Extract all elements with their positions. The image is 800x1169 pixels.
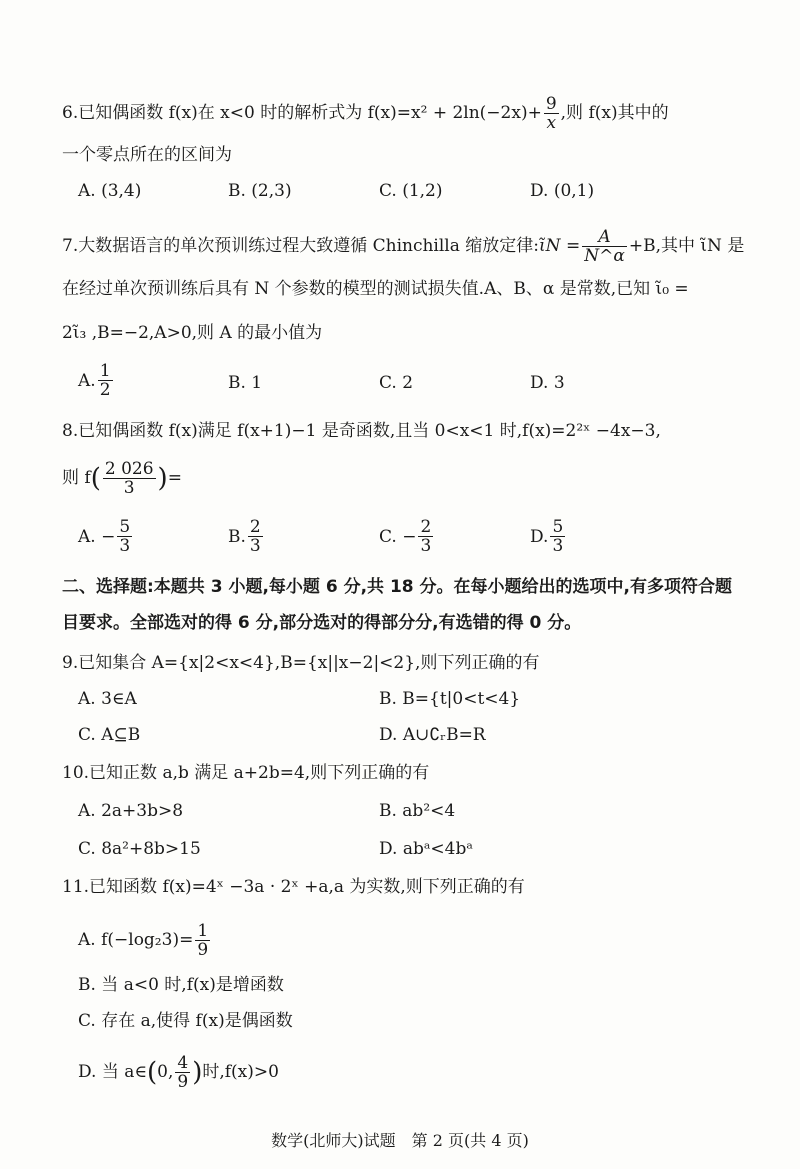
q9-option-a: A. 3∈A xyxy=(78,689,137,709)
q10-option-a: A. 2a+3b>8 xyxy=(78,801,184,821)
q7-stem-line3: 2ι̃₃ ,B=−2,A>0,则 A 的最小值为 xyxy=(62,323,323,343)
q6-option-d: D. (0,1) xyxy=(530,181,595,201)
fraction-denominator: 3 xyxy=(552,536,564,556)
q11-option-a xyxy=(78,922,760,959)
option-label: B. xyxy=(228,526,246,547)
q7-option-b: B. 1 xyxy=(228,373,263,393)
fraction-numerator: 5 xyxy=(552,517,564,537)
option-text-end: 时,f(x)>0 xyxy=(202,1062,279,1082)
q7-option-a xyxy=(78,362,115,399)
q10-option-c: C. 8a²+8b>15 xyxy=(78,839,201,859)
fraction-numerator: 4 xyxy=(177,1053,189,1073)
q8-fraction xyxy=(103,460,156,497)
q8-stem-line2 xyxy=(62,460,760,497)
q7-options xyxy=(78,362,760,402)
q10-options-row1 xyxy=(78,800,760,840)
option-fraction xyxy=(418,518,433,555)
page-footer: 数学(北师大)试题 第 2 页(共 4 页) xyxy=(271,1131,529,1150)
fraction-numerator: 2 xyxy=(420,517,432,537)
q7-stem-line2: 在经过单次预训练后具有 N 个参数的模型的测试损失值.A、B、α 是常数,已知 ι̃₀ = xyxy=(62,279,689,299)
left-paren: ( xyxy=(146,1057,158,1088)
option-label: D. xyxy=(530,526,549,547)
fraction-denominator: 9 xyxy=(197,940,209,960)
q8-option-d xyxy=(530,518,567,555)
option-label: C. − xyxy=(379,526,417,547)
fraction-denominator: 2 xyxy=(99,380,111,400)
right-paren: ) xyxy=(157,463,168,494)
q7-option-d: D. 3 xyxy=(530,373,565,393)
q11-option-c: C. 存在 a,使得 f(x)是偶函数 xyxy=(78,1011,293,1031)
fraction-numerator: 5 xyxy=(119,517,131,537)
q8-option-c xyxy=(379,518,435,555)
fraction-denominator: 3 xyxy=(119,536,131,556)
q11-option-a-fraction xyxy=(195,922,210,959)
q9-stem: 9.已知集合 A={x|2<x<4},B={x||x−2|<2},则下列正确的有 xyxy=(62,653,540,673)
q11-option-d xyxy=(78,1054,760,1091)
fraction-numerator: 1 xyxy=(99,361,111,381)
fraction-numerator: 2 xyxy=(249,517,261,537)
q7-stem-line1 xyxy=(62,228,760,265)
q10-options-row2 xyxy=(78,838,760,878)
q8-option-a xyxy=(78,518,134,555)
q6-stem-line1 xyxy=(62,95,760,132)
section-2-heading-line2: 目要求。全部选对的得 6 分,部分选对的得部分分,有选错的得 0 分。 xyxy=(62,613,582,633)
fraction-numerator: 2 026 xyxy=(104,459,154,479)
left-paren: ( xyxy=(90,463,101,494)
fraction-denominator: x xyxy=(546,113,557,133)
fraction-denominator: N^α xyxy=(584,246,625,266)
q8-stem-text: 则 f xyxy=(62,468,91,488)
q8-stem-text-end: = xyxy=(167,468,182,488)
q8-stem-line1: 8.已知偶函数 f(x)满足 f(x+1)−1 是奇函数,且当 0<x<1 时,f(x)=2²ˣ −4x−3, xyxy=(62,421,661,441)
fraction-numerator: 1 xyxy=(197,921,209,941)
q6-stem-line2: 一个零点所在的区间为 xyxy=(62,145,232,165)
q7-option-a-fraction xyxy=(98,362,113,399)
fraction-denominator: 3 xyxy=(420,536,432,556)
q10-stem: 10.已知正数 a,b 满足 a+2b=4,则下列正确的有 xyxy=(62,763,430,783)
q7-stem-text-end: +B,其中 ι̃N 是 xyxy=(628,236,745,256)
q6-option-b: B. (2,3) xyxy=(228,181,292,201)
q8-options xyxy=(78,518,760,558)
q11-option-d-fraction xyxy=(175,1054,190,1091)
fraction-denominator: 3 xyxy=(249,536,261,556)
fraction-denominator: 3 xyxy=(123,478,135,498)
q6-fraction xyxy=(544,95,559,132)
option-label: D. 当 a∈ xyxy=(78,1062,147,1082)
option-fraction xyxy=(248,518,263,555)
q11-option-b: B. 当 a<0 时,f(x)是增函数 xyxy=(78,975,284,995)
fraction-denominator: 9 xyxy=(177,1072,189,1092)
q7-option-c: C. 2 xyxy=(379,373,414,393)
q6-option-a: A. (3,4) xyxy=(78,181,142,201)
q6-stem-text: 6.已知偶函数 f(x)在 x<0 时的解析式为 f(x)=x² + 2ln(−2x)+ xyxy=(62,103,542,123)
option-fraction xyxy=(550,518,565,555)
section-2-heading-line1: 二、选择题:本题共 3 小题,每小题 6 分,共 18 分。在每小题给出的选项中,有多项符合题 xyxy=(62,577,732,597)
fraction-numerator: A xyxy=(582,228,627,247)
q6-stem-text-end: ,则 f(x)其中的 xyxy=(560,103,669,123)
q7-fraction xyxy=(582,228,627,265)
q9-option-c: C. A⊆B xyxy=(78,725,141,745)
q9-options-row2 xyxy=(78,724,760,764)
option-fraction xyxy=(117,518,132,555)
q9-options-row1 xyxy=(78,688,760,728)
q9-option-b: B. B={t|0<t<4} xyxy=(379,689,521,709)
q9-option-d: D. A∪∁ᵣB=R xyxy=(379,725,486,745)
q6-option-c: C. (1,2) xyxy=(379,181,443,201)
q7-stem-text: 7.大数据语言的单次预训练过程大致遵循 Chinchilla 缩放定律: xyxy=(62,236,540,256)
q8-option-b xyxy=(228,518,265,555)
option-label: A. f(−log₂3)= xyxy=(78,930,194,950)
q7-formula-lhs: ι̃N = xyxy=(539,236,581,256)
fraction-numerator: 9 xyxy=(545,94,557,114)
right-paren: ) xyxy=(192,1057,203,1088)
q11-stem: 11.已知函数 f(x)=4ˣ −3a · 2ˣ +a,a 为实数,则下列正确的有 xyxy=(62,877,525,897)
option-label: A. − xyxy=(78,526,116,547)
q6-options xyxy=(78,180,760,220)
q10-option-d: D. abᵃ<4bᵃ xyxy=(379,839,473,859)
q10-option-b: B. ab²<4 xyxy=(379,801,456,821)
interval-start: 0, xyxy=(157,1062,174,1082)
option-label: A. xyxy=(78,370,96,391)
